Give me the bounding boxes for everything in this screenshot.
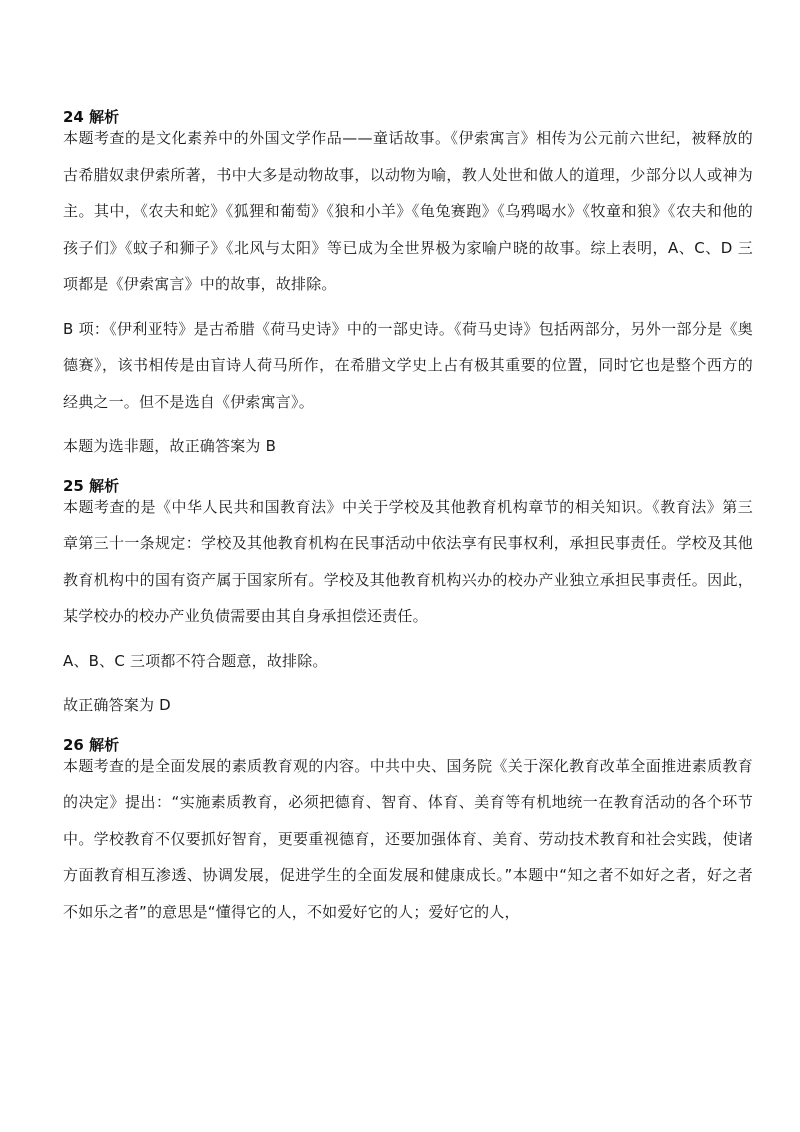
paragraph: 本题考查的是《中华人民共和国教育法》中关于学校及其他教育机构章节的相关知识。《教育法》第三章第三十一条规定：学校及其他教育机构在民事活动中依法享有民事权利，承担民事责任。学校及其他教育机构中的国有资产属于国家所有。学校及其他教育机构兴办的校办产业独立承担民事责任。因此，某学校办的校办产业负债需要由其自身承担偿还责任。 bbox=[63, 497, 753, 625]
paragraph: 本题为选非题，故正确答案为 B bbox=[63, 437, 277, 455]
paragraph: A、B、C 三项都不符合题意，故排除。 bbox=[63, 651, 328, 670]
section-26 bbox=[63, 734, 753, 931]
document-body bbox=[63, 106, 753, 940]
paragraph: 本题考查的是全面发展的素质教育观的内容。中共中央、国务院《关于深化教育改革全面推进素质教育的决定》提出：“实施素质教育，必须把德育、智育、体育、美育等有机地统一在教育活动的各个环节中。学校教育不仅要抓好智育，更要重视德育，还要加强体育、美育、劳动技术教育和社会实践，使诸方面教育相互渗透、协调发展，促进学生的全面发展和健康成长。”本题中“知之者不如好之者，好之者不如乐之者”的意思是“懂得它的人，不如爱好它的人；爱好它的人， bbox=[63, 756, 753, 921]
section-heading: 26 解析 bbox=[63, 735, 120, 754]
section-heading: 24 解析 bbox=[63, 108, 120, 126]
paragraph: 故正确答案为 D bbox=[63, 696, 171, 714]
paragraph: 本题考查的是文化素养中的外国文学作品——童话故事。《伊索寓言》相传为公元前六世纪，被释放的古希腊奴隶伊索所著，书中大多是动物故事，以动物为喻，教人处世和做人的道理，少部分以人或神为主。其中，《农夫和蛇》《狐狸和葡萄》《狼和小羊》《龟兔赛跑》《乌鸦喝水》《牧童和狼》《农夫和他的孩子们》《蚊子和狮子》《北风与太阳》等已成为全世界极为家喻户晓的故事。综上表明，A、C、D 三项都是《伊索寓言》中的故事，故排除。 bbox=[63, 129, 753, 293]
section-heading: 25 解析 bbox=[63, 476, 120, 495]
section-25 bbox=[63, 475, 753, 724]
paragraph: B 项：《伊利亚特》是古希腊《荷马史诗》中的一部史诗。《荷马史诗》包括两部分，另外一部分是《奥德赛》，该书相传是由盲诗人荷马所作，在希腊文学史上占有极其重要的位置，同时它也是整个西方的经典之一。但不是选自《伊索寓言》。 bbox=[63, 319, 753, 411]
section-24 bbox=[63, 106, 753, 465]
